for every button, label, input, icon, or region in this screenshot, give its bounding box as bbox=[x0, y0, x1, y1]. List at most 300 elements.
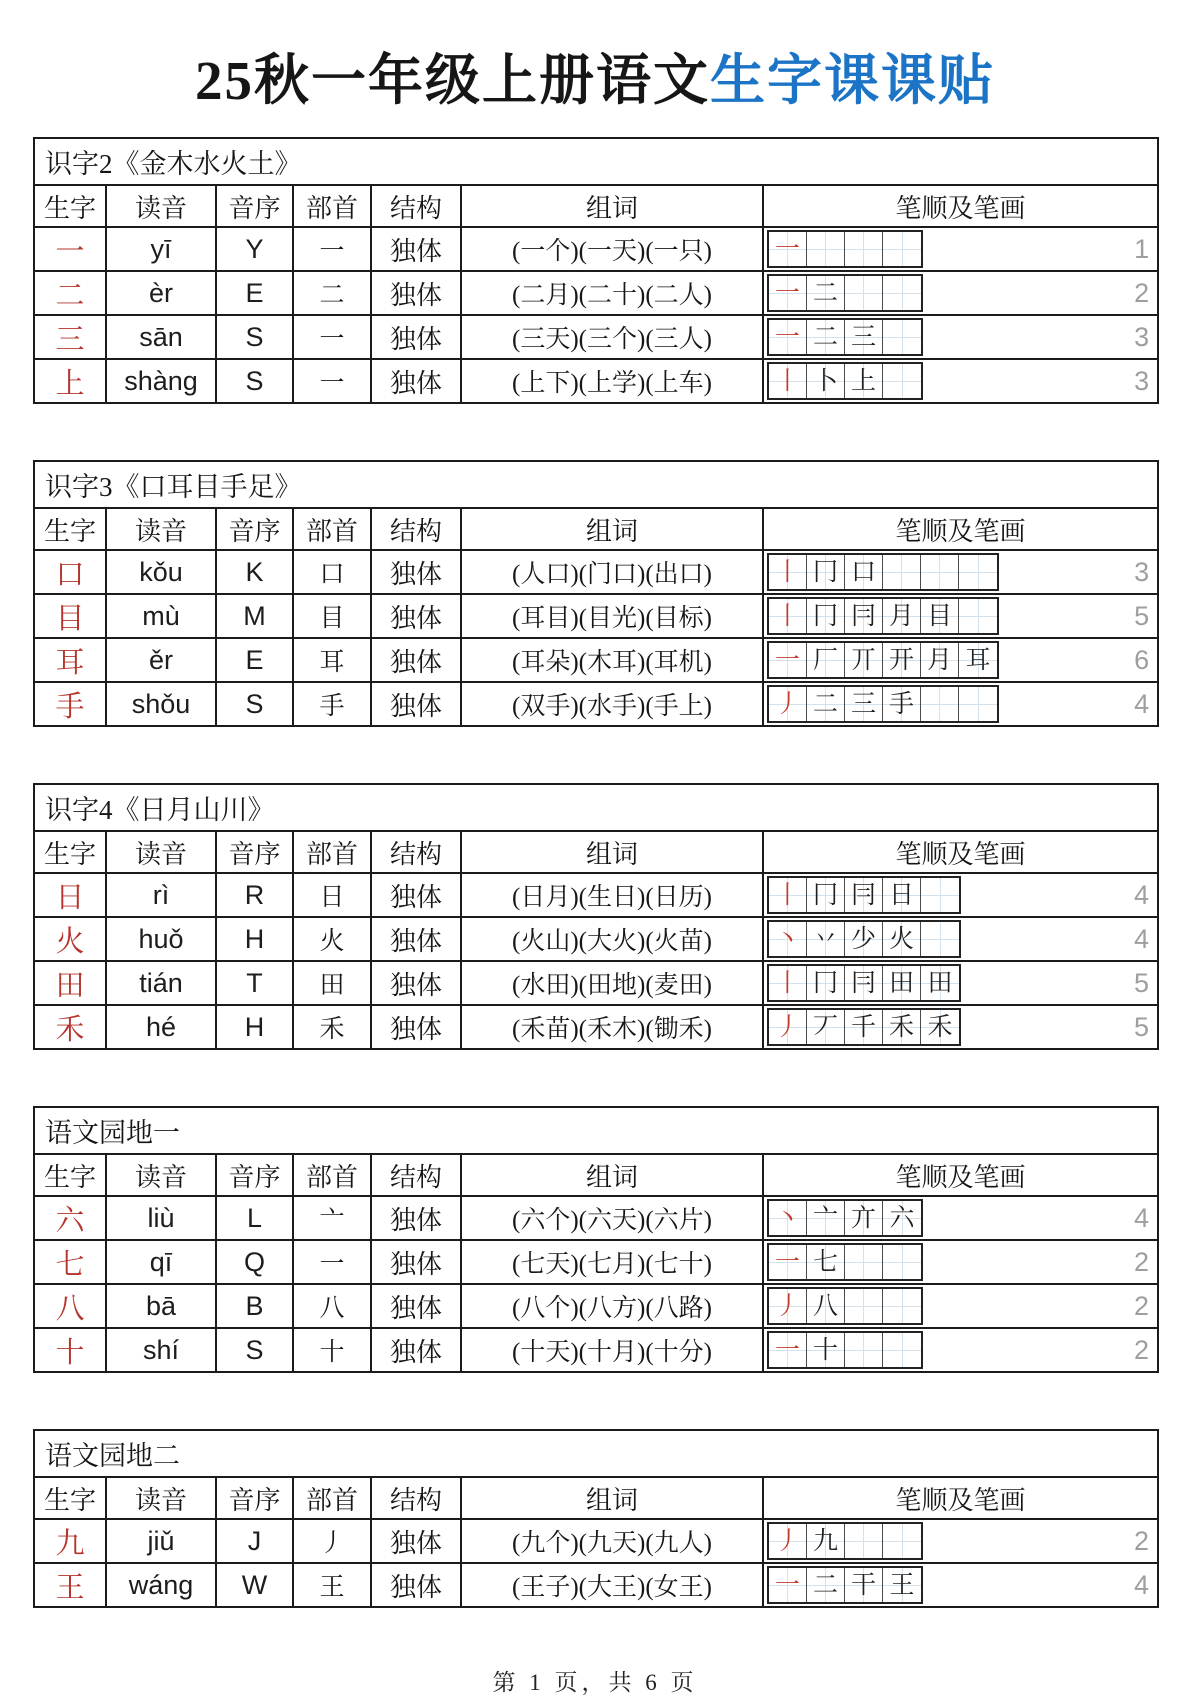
word-groups-cell: (六个)(六天)(六片) bbox=[461, 1196, 763, 1240]
stroke-grid bbox=[767, 964, 961, 1002]
section-title-row bbox=[34, 784, 1158, 831]
column-header: 结构 bbox=[371, 1154, 461, 1196]
stroke-count: 5 bbox=[1133, 967, 1149, 998]
stroke-step: 丨 bbox=[774, 881, 800, 909]
stroke-grid-cell bbox=[769, 1245, 807, 1279]
stroke-grid-cell bbox=[845, 1201, 883, 1235]
radical-cell: 丿 bbox=[293, 1519, 371, 1563]
structure-cell: 独体 bbox=[371, 638, 461, 682]
stroke-step: 田 bbox=[927, 969, 953, 997]
word-groups-cell: (九个)(九天)(九人) bbox=[461, 1519, 763, 1563]
radical-cell: 禾 bbox=[293, 1005, 371, 1049]
character-cell: 田 bbox=[34, 961, 106, 1005]
column-header: 音序 bbox=[216, 508, 293, 550]
stroke-order-cell bbox=[763, 873, 1158, 917]
tables bbox=[0, 137, 1190, 1608]
section-title: 语文园地一 bbox=[34, 1107, 1158, 1154]
radical-cell: 一 bbox=[293, 359, 371, 403]
stroke-count: 2 bbox=[1133, 1525, 1149, 1556]
section-table bbox=[33, 460, 1159, 727]
character-cell: 三 bbox=[34, 315, 106, 359]
alphabet-order-cell: S bbox=[216, 359, 293, 403]
word-groups-cell: (一个)(一天)(一只) bbox=[461, 227, 763, 271]
stroke-grid-cell bbox=[883, 276, 921, 310]
stroke-grid-cell bbox=[807, 1010, 845, 1044]
pinyin-cell: shǒu bbox=[106, 682, 216, 726]
stroke-grid bbox=[767, 274, 923, 312]
column-header: 组词 bbox=[461, 185, 763, 227]
stroke-step: 千 bbox=[850, 1013, 876, 1041]
stroke-grid-cell bbox=[959, 555, 997, 589]
stroke-step: 丿 bbox=[774, 690, 800, 718]
stroke-step: 一 bbox=[774, 1336, 800, 1364]
pinyin-cell: mù bbox=[106, 594, 216, 638]
stroke-step: 冂 bbox=[812, 881, 838, 909]
stroke-step: 干 bbox=[850, 1571, 876, 1599]
stroke-grid-cell bbox=[769, 1568, 807, 1602]
stroke-order-cell bbox=[763, 1005, 1158, 1049]
stroke-grid bbox=[767, 597, 999, 635]
alphabet-order-cell: T bbox=[216, 961, 293, 1005]
alphabet-order-cell: W bbox=[216, 1563, 293, 1607]
table-row bbox=[34, 1005, 1158, 1049]
stroke-step: 一 bbox=[774, 646, 800, 674]
stroke-grid bbox=[767, 1008, 961, 1046]
page-title-blue: 生字课课贴 bbox=[710, 50, 996, 111]
stroke-step: 十 bbox=[812, 1336, 838, 1364]
stroke-step: 一 bbox=[774, 323, 800, 351]
column-header-row bbox=[34, 1154, 1158, 1196]
structure-cell: 独体 bbox=[371, 682, 461, 726]
character-cell: 七 bbox=[34, 1240, 106, 1284]
stroke-step: 田 bbox=[888, 969, 914, 997]
stroke-step: 丌 bbox=[850, 646, 876, 674]
section-table bbox=[33, 1106, 1159, 1373]
alphabet-order-cell: K bbox=[216, 550, 293, 594]
structure-cell: 独体 bbox=[371, 315, 461, 359]
word-groups-cell: (七天)(七月)(七十) bbox=[461, 1240, 763, 1284]
section-title-row bbox=[34, 1430, 1158, 1477]
pinyin-cell: kǒu bbox=[106, 550, 216, 594]
section-title-row bbox=[34, 461, 1158, 508]
stroke-step: 亠 bbox=[812, 1204, 838, 1232]
column-header: 读音 bbox=[106, 185, 216, 227]
stroke-count: 5 bbox=[1134, 600, 1150, 631]
stroke-step: 丿 bbox=[774, 1013, 800, 1041]
column-header: 笔顺及笔画 bbox=[763, 1154, 1158, 1196]
structure-cell: 独体 bbox=[371, 873, 461, 917]
structure-cell: 独体 bbox=[371, 1519, 461, 1563]
page-number: 第 1 页，共 6 页 bbox=[492, 1670, 698, 1695]
stroke-step: 丨 bbox=[774, 558, 800, 586]
column-header: 音序 bbox=[216, 1154, 293, 1196]
stroke-step: 禾 bbox=[927, 1013, 953, 1041]
column-header: 生字 bbox=[34, 831, 106, 873]
column-header: 音序 bbox=[216, 185, 293, 227]
radical-cell: 口 bbox=[293, 550, 371, 594]
stroke-step: 亣 bbox=[850, 1204, 876, 1232]
stroke-grid-cell bbox=[769, 320, 807, 354]
radical-cell: 耳 bbox=[293, 638, 371, 682]
structure-cell: 独体 bbox=[371, 594, 461, 638]
stroke-grid-cell bbox=[807, 364, 845, 398]
column-header: 部首 bbox=[293, 508, 371, 550]
stroke-step: 口 bbox=[850, 558, 876, 586]
alphabet-order-cell: B bbox=[216, 1284, 293, 1328]
stroke-grid-cell bbox=[845, 922, 883, 956]
page-title bbox=[0, 36, 1190, 115]
stroke-grid-cell bbox=[845, 364, 883, 398]
stroke-grid bbox=[767, 553, 999, 591]
stroke-step: 九 bbox=[812, 1527, 838, 1555]
stroke-step: 二 bbox=[812, 1571, 838, 1599]
stroke-grid-cell bbox=[883, 687, 921, 721]
pinyin-cell: hé bbox=[106, 1005, 216, 1049]
stroke-grid-cell bbox=[769, 1524, 807, 1558]
column-header: 读音 bbox=[106, 1477, 216, 1519]
stroke-grid-cell bbox=[769, 232, 807, 266]
column-header: 音序 bbox=[216, 1477, 293, 1519]
structure-cell: 独体 bbox=[371, 1240, 461, 1284]
structure-cell: 独体 bbox=[371, 1328, 461, 1372]
structure-cell: 独体 bbox=[371, 1196, 461, 1240]
structure-cell: 独体 bbox=[371, 917, 461, 961]
column-header: 部首 bbox=[293, 185, 371, 227]
table-row bbox=[34, 271, 1158, 315]
stroke-order-cell bbox=[763, 1240, 1158, 1284]
character-cell: 八 bbox=[34, 1284, 106, 1328]
radical-cell: 一 bbox=[293, 227, 371, 271]
word-groups-cell: (耳朵)(木耳)(耳机) bbox=[461, 638, 763, 682]
stroke-order-cell bbox=[763, 1196, 1158, 1240]
stroke-order-cell bbox=[763, 961, 1158, 1005]
column-header: 笔顺及笔画 bbox=[763, 185, 1158, 227]
table-row bbox=[34, 917, 1158, 961]
stroke-grid-cell bbox=[769, 1333, 807, 1367]
stroke-grid-cell bbox=[845, 687, 883, 721]
column-header-row bbox=[34, 831, 1158, 873]
stroke-grid-cell bbox=[769, 1010, 807, 1044]
stroke-grid-cell bbox=[807, 599, 845, 633]
stroke-grid-cell bbox=[921, 687, 959, 721]
stroke-step: 卜 bbox=[812, 367, 838, 395]
pinyin-cell: sān bbox=[106, 315, 216, 359]
stroke-order-cell bbox=[763, 1328, 1158, 1372]
stroke-order-cell bbox=[763, 682, 1158, 726]
column-header: 结构 bbox=[371, 185, 461, 227]
stroke-grid-cell bbox=[959, 687, 997, 721]
table-row bbox=[34, 594, 1158, 638]
stroke-grid bbox=[767, 1566, 923, 1604]
stroke-grid-cell bbox=[883, 1245, 921, 1279]
alphabet-order-cell: Q bbox=[216, 1240, 293, 1284]
table-row bbox=[34, 1196, 1158, 1240]
radical-cell: 二 bbox=[293, 271, 371, 315]
alphabet-order-cell: R bbox=[216, 873, 293, 917]
stroke-grid-cell bbox=[883, 1524, 921, 1558]
stroke-step: 厂 bbox=[812, 646, 838, 674]
stroke-step: 丿 bbox=[774, 1292, 800, 1320]
section-title: 识字4《日月山川》 bbox=[34, 784, 1158, 831]
stroke-grid-cell bbox=[921, 966, 959, 1000]
section-title: 识字2《金木水火土》 bbox=[34, 138, 1158, 185]
alphabet-order-cell: L bbox=[216, 1196, 293, 1240]
stroke-step: 三 bbox=[850, 323, 876, 351]
stroke-grid bbox=[767, 641, 999, 679]
radical-cell: 王 bbox=[293, 1563, 371, 1607]
stroke-step: 三 bbox=[850, 690, 876, 718]
alphabet-order-cell: J bbox=[216, 1519, 293, 1563]
stroke-grid bbox=[767, 685, 999, 723]
character-cell: 一 bbox=[34, 227, 106, 271]
word-groups-cell: (禾苗)(禾木)(锄禾) bbox=[461, 1005, 763, 1049]
column-header: 读音 bbox=[106, 508, 216, 550]
stroke-grid bbox=[767, 1522, 923, 1560]
stroke-count: 1 bbox=[1134, 233, 1150, 264]
stroke-grid-cell bbox=[921, 555, 959, 589]
section-title: 识字3《口耳目手足》 bbox=[34, 461, 1158, 508]
stroke-step: 手 bbox=[888, 690, 914, 718]
stroke-step: 火 bbox=[888, 925, 914, 953]
stroke-step: 丶 bbox=[774, 925, 800, 953]
stroke-grid-cell bbox=[807, 276, 845, 310]
column-header: 音序 bbox=[216, 831, 293, 873]
radical-cell: 火 bbox=[293, 917, 371, 961]
stroke-count: 3 bbox=[1134, 365, 1150, 396]
stroke-grid-cell bbox=[883, 555, 921, 589]
stroke-grid-cell bbox=[845, 966, 883, 1000]
column-header: 读音 bbox=[106, 831, 216, 873]
stroke-count: 2 bbox=[1133, 1334, 1149, 1365]
stroke-grid bbox=[767, 230, 923, 268]
stroke-count: 4 bbox=[1133, 1202, 1149, 1233]
stroke-step: 一 bbox=[774, 279, 800, 307]
column-header: 结构 bbox=[371, 831, 461, 873]
stroke-count: 3 bbox=[1134, 556, 1150, 587]
stroke-grid-cell bbox=[769, 599, 807, 633]
radical-cell: 八 bbox=[293, 1284, 371, 1328]
word-groups-cell: (二月)(二十)(二人) bbox=[461, 271, 763, 315]
word-groups-cell: (八个)(八方)(八路) bbox=[461, 1284, 763, 1328]
stroke-grid bbox=[767, 920, 961, 958]
stroke-grid bbox=[767, 1243, 923, 1281]
stroke-count: 4 bbox=[1133, 879, 1149, 910]
column-header: 部首 bbox=[293, 1477, 371, 1519]
stroke-grid-cell bbox=[807, 878, 845, 912]
table-row bbox=[34, 227, 1158, 271]
character-cell: 十 bbox=[34, 1328, 106, 1372]
stroke-grid-cell bbox=[807, 966, 845, 1000]
stroke-step: 耳 bbox=[965, 646, 991, 674]
structure-cell: 独体 bbox=[371, 1005, 461, 1049]
stroke-count: 6 bbox=[1134, 644, 1150, 675]
stroke-grid-cell bbox=[807, 1524, 845, 1558]
stroke-grid-cell bbox=[921, 599, 959, 633]
table-row bbox=[34, 1563, 1158, 1607]
character-cell: 上 bbox=[34, 359, 106, 403]
column-header: 生字 bbox=[34, 1154, 106, 1196]
table-row bbox=[34, 638, 1158, 682]
table-row bbox=[34, 550, 1158, 594]
stroke-step: 冃 bbox=[850, 881, 876, 909]
stroke-step: 一 bbox=[774, 1248, 800, 1276]
stroke-grid-cell bbox=[845, 1245, 883, 1279]
stroke-grid-cell bbox=[883, 599, 921, 633]
stroke-step: 一 bbox=[774, 1571, 800, 1599]
pinyin-cell: ěr bbox=[106, 638, 216, 682]
stroke-grid-cell bbox=[845, 599, 883, 633]
section-table bbox=[33, 137, 1159, 404]
stroke-order-cell bbox=[763, 638, 1158, 682]
stroke-grid-cell bbox=[807, 1333, 845, 1367]
stroke-grid-cell bbox=[845, 320, 883, 354]
radical-cell: 手 bbox=[293, 682, 371, 726]
section-title: 语文园地二 bbox=[34, 1430, 1158, 1477]
word-groups-cell: (水田)(田地)(麦田) bbox=[461, 961, 763, 1005]
radical-cell: 十 bbox=[293, 1328, 371, 1372]
alphabet-order-cell: H bbox=[216, 1005, 293, 1049]
stroke-count: 5 bbox=[1133, 1011, 1149, 1042]
character-cell: 六 bbox=[34, 1196, 106, 1240]
column-header: 笔顺及笔画 bbox=[763, 508, 1158, 550]
stroke-grid-cell bbox=[769, 1201, 807, 1235]
pinyin-cell: tián bbox=[106, 961, 216, 1005]
alphabet-order-cell: E bbox=[216, 271, 293, 315]
stroke-grid-cell bbox=[807, 1201, 845, 1235]
stroke-step: 冂 bbox=[812, 969, 838, 997]
stroke-grid-cell bbox=[807, 643, 845, 677]
section-title-row bbox=[34, 1107, 1158, 1154]
character-cell: 二 bbox=[34, 271, 106, 315]
stroke-step: 日 bbox=[888, 881, 914, 909]
stroke-step: 冂 bbox=[812, 602, 838, 630]
stroke-grid-cell bbox=[845, 1524, 883, 1558]
stroke-grid-cell bbox=[845, 232, 883, 266]
pinyin-cell: shàng bbox=[106, 359, 216, 403]
stroke-grid bbox=[767, 318, 923, 356]
alphabet-order-cell: Y bbox=[216, 227, 293, 271]
column-header: 部首 bbox=[293, 1154, 371, 1196]
stroke-step: 一 bbox=[774, 235, 800, 263]
pinyin-cell: wáng bbox=[106, 1563, 216, 1607]
stroke-grid-cell bbox=[883, 1568, 921, 1602]
column-header: 读音 bbox=[106, 1154, 216, 1196]
character-cell: 禾 bbox=[34, 1005, 106, 1049]
pinyin-cell: bā bbox=[106, 1284, 216, 1328]
stroke-grid-cell bbox=[769, 364, 807, 398]
stroke-grid-cell bbox=[883, 643, 921, 677]
column-header: 结构 bbox=[371, 1477, 461, 1519]
stroke-order-cell bbox=[763, 227, 1158, 271]
stroke-grid-cell bbox=[959, 643, 997, 677]
stroke-count: 4 bbox=[1133, 1569, 1149, 1600]
stroke-step: 二 bbox=[812, 323, 838, 351]
stroke-grid-cell bbox=[845, 878, 883, 912]
character-cell: 口 bbox=[34, 550, 106, 594]
stroke-grid-cell bbox=[769, 966, 807, 1000]
character-cell: 火 bbox=[34, 917, 106, 961]
stroke-grid-cell bbox=[845, 643, 883, 677]
stroke-grid-cell bbox=[883, 1010, 921, 1044]
stroke-grid-cell bbox=[883, 320, 921, 354]
alphabet-order-cell: H bbox=[216, 917, 293, 961]
column-header: 生字 bbox=[34, 1477, 106, 1519]
stroke-step: 八 bbox=[812, 1292, 838, 1320]
word-groups-cell: (人口)(门口)(出口) bbox=[461, 550, 763, 594]
structure-cell: 独体 bbox=[371, 961, 461, 1005]
stroke-step: 上 bbox=[850, 367, 876, 395]
stroke-step: 丨 bbox=[774, 602, 800, 630]
alphabet-order-cell: S bbox=[216, 315, 293, 359]
stroke-grid-cell bbox=[769, 687, 807, 721]
stroke-step: 二 bbox=[812, 690, 838, 718]
stroke-step: 少 bbox=[850, 925, 876, 953]
page-title-black: 25秋一年级上册语文 bbox=[194, 50, 710, 111]
stroke-grid-cell bbox=[807, 320, 845, 354]
stroke-grid-cell bbox=[769, 878, 807, 912]
stroke-grid-cell bbox=[921, 1010, 959, 1044]
stroke-grid-cell bbox=[769, 1289, 807, 1323]
stroke-count: 4 bbox=[1134, 688, 1150, 719]
radical-cell: 目 bbox=[293, 594, 371, 638]
table-row bbox=[34, 359, 1158, 403]
alphabet-order-cell: S bbox=[216, 682, 293, 726]
stroke-grid-cell bbox=[845, 276, 883, 310]
alphabet-order-cell: S bbox=[216, 1328, 293, 1372]
structure-cell: 独体 bbox=[371, 271, 461, 315]
stroke-count: 2 bbox=[1134, 277, 1150, 308]
alphabet-order-cell: E bbox=[216, 638, 293, 682]
stroke-step: 丨 bbox=[774, 367, 800, 395]
structure-cell: 独体 bbox=[371, 227, 461, 271]
word-groups-cell: (王子)(大王)(女王) bbox=[461, 1563, 763, 1607]
stroke-grid-cell bbox=[959, 599, 997, 633]
stroke-grid-cell bbox=[883, 1201, 921, 1235]
stroke-step: 冂 bbox=[812, 558, 838, 586]
stroke-order-cell bbox=[763, 1563, 1158, 1607]
stroke-step: 禾 bbox=[888, 1013, 914, 1041]
column-header: 组词 bbox=[461, 508, 763, 550]
stroke-step: 丿 bbox=[774, 1527, 800, 1555]
stroke-count: 4 bbox=[1133, 923, 1149, 954]
stroke-grid-cell bbox=[883, 364, 921, 398]
stroke-step: 王 bbox=[889, 1571, 915, 1599]
stroke-order-cell bbox=[763, 1519, 1158, 1563]
stroke-order-cell bbox=[763, 271, 1158, 315]
stroke-grid-cell bbox=[769, 643, 807, 677]
stroke-grid-cell bbox=[921, 922, 959, 956]
stroke-grid-cell bbox=[883, 878, 921, 912]
stroke-step: 丨 bbox=[774, 969, 800, 997]
word-groups-cell: (耳目)(目光)(目标) bbox=[461, 594, 763, 638]
word-groups-cell: (三天)(三个)(三人) bbox=[461, 315, 763, 359]
stroke-grid-cell bbox=[883, 1333, 921, 1367]
stroke-grid bbox=[767, 876, 961, 914]
stroke-grid-cell bbox=[845, 555, 883, 589]
character-cell: 目 bbox=[34, 594, 106, 638]
stroke-step: 六 bbox=[889, 1204, 915, 1232]
stroke-grid-cell bbox=[883, 1289, 921, 1323]
stroke-step: 月 bbox=[926, 646, 952, 674]
stroke-grid-cell bbox=[883, 966, 921, 1000]
stroke-grid-cell bbox=[807, 232, 845, 266]
stroke-step: 七 bbox=[812, 1248, 838, 1276]
stroke-grid bbox=[767, 1331, 923, 1369]
section-table bbox=[33, 783, 1159, 1050]
stroke-count: 3 bbox=[1134, 321, 1150, 352]
pinyin-cell: shí bbox=[106, 1328, 216, 1372]
pinyin-cell: rì bbox=[106, 873, 216, 917]
